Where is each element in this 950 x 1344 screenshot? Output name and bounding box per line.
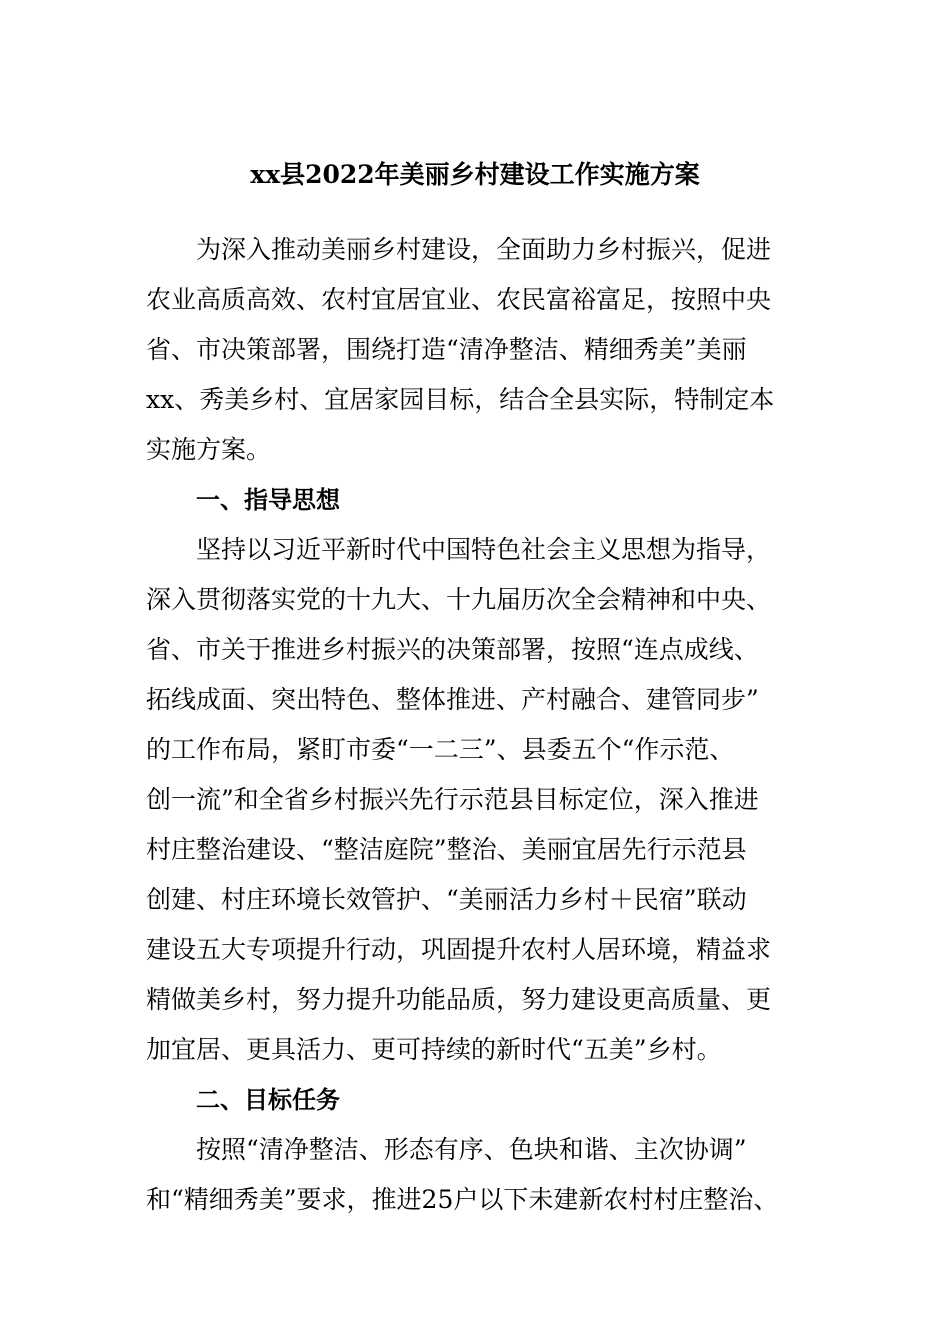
section1-line: 拓线成面、突出特色、整体推进、产村融合、建管同步” (146, 685, 759, 714)
section1-line: 加宜居、更具活力、更可持续的新时代“五美”乡村。 (146, 1035, 722, 1064)
section-heading-goals-tasks: 二、目标任务 (196, 1086, 340, 1114)
section1-line: 精做美乡村，努力提升功能品质，努力建设更高质量、更 (146, 985, 772, 1014)
intro-line: xx、秀美乡村、宜居家园目标，结合全县实际，特制定本 (146, 385, 775, 414)
section1-line: 村庄整治建设、“整洁庭院”整治、美丽宜居先行示范县 (146, 835, 747, 864)
intro-line: 省、市决策部署，围绕打造“清净整洁、精细秀美”美丽 (146, 335, 747, 364)
intro-line: 实施方案。 (146, 435, 272, 464)
section1-line: 建设五大专项提升行动，巩固提升农村人居环境，精益求 (146, 935, 772, 964)
document-body (146, 225, 836, 1225)
section1-line: 的工作布局，紧盯市委“一二三”、县委五个“作示范、 (146, 735, 735, 764)
section1-line: 省、市关于推进乡村振兴的决策部署，按照“连点成线、 (146, 635, 759, 664)
document-title: xx县2022年美丽乡村建设工作实施方案 (250, 160, 700, 189)
section1-line: 深入贯彻落实党的十九大、十九届历次全会精神和中央、 (146, 585, 772, 614)
intro-line: 为深入推动美丽乡村建设，全面助力乡村振兴，促进 (196, 235, 772, 264)
section2-line: 按照“清净整洁、形态有序、色块和谐、主次协调” (196, 1135, 747, 1164)
section2-line: 和“精细秀美”要求，推进25户以下未建新农村村庄整治、 (146, 1185, 779, 1214)
section1-line: 创建、村庄环境长效管护、“美丽活力乡村＋民宿”联动 (146, 885, 747, 914)
section-heading-guiding-ideology: 一、指导思想 (196, 486, 340, 514)
section1-line: 坚持以习近平新时代中国特色社会主义思想为指导， (196, 535, 772, 564)
intro-line: 农业高质高效、农村宜居宜业、农民富裕富足，按照中央 (146, 285, 772, 314)
section1-line: 创一流”和全省乡村振兴先行示范县目标定位，深入推进 (146, 785, 759, 814)
